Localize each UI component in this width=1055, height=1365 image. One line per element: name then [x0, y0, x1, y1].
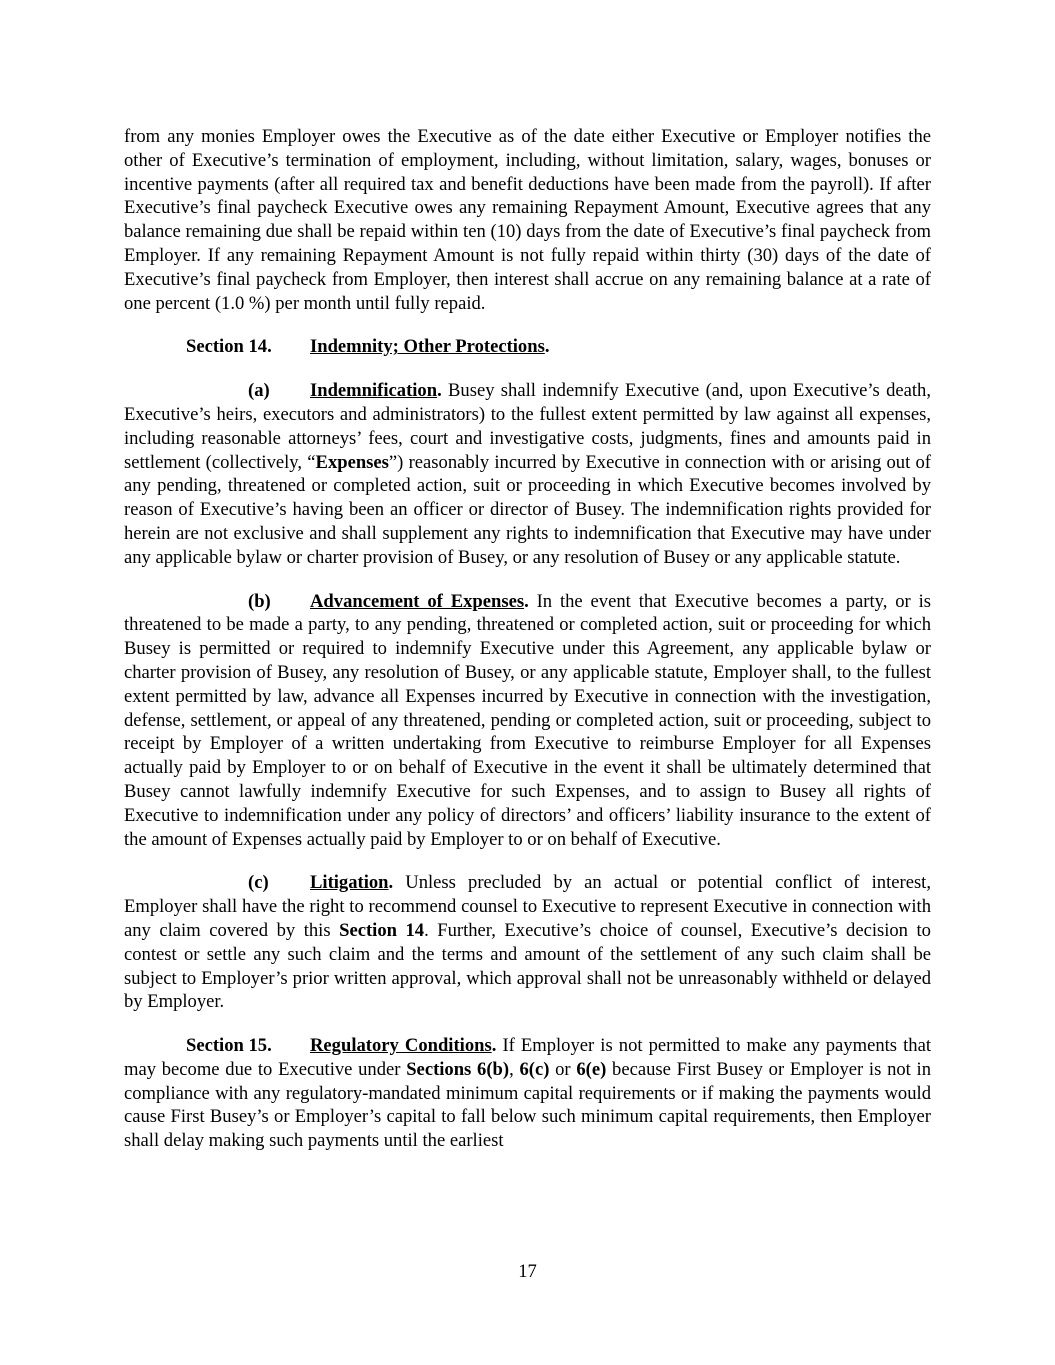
- subsection-c-title: Litigation: [310, 872, 389, 894]
- subsection-a-title: Indemnification: [310, 380, 438, 402]
- section-15-text-2: because First Busey or Employer is not in compliance with any regulatory-mandated minimum capital requirements or if making the payments would cause First Busey’s or Employer’s capital to fall below such minimum capital requirements, then Employer shall delay making such payments until the earliest: [124, 1058, 932, 1152]
- subsection-a-period: .: [437, 380, 442, 402]
- subsection-b-text: In the event that Executive becomes a party, or is threatened to be made a party, to any pending, threatened or completed action, suit or proceeding for which Busey is permitted or required to indemnify Executive under this Agreement, any applicable bylaw or charter provision of Busey, any resolution of Busey, or any applicable statute, Employer shall, to the fullest extent permitted by law, advance all Expenses incurred by Executive in connection with the investigation, defense, settlement, or appeal of any threatened, pending or completed action, suit or proceeding, subject to receipt by Employer of a written undertaking from Executive to reimburse Employer for all Expenses actually paid by Employer to or on behalf of Executive in the event it shall be ultimately determined that Busey cannot lawfully indemnify Executive for such Expenses, and to assign to Busey all rights of Executive to indemnification under any policy of directors’ and officers’ liability insurance to the extent of the amount of Expenses actually paid by Employer to or on behalf of Executive.: [124, 590, 931, 850]
- separator-2: or: [549, 1058, 577, 1080]
- section-15: [124, 1034, 931, 1153]
- expenses-defined-term: Expenses: [315, 451, 389, 473]
- subsection-a-text-2: ”) reasonably incurred by Executive in connection with or arising out of any pending, threatened or completed action, suit or proceeding in which Executive becomes involved by reason of Executive’s having been an officer or director of Busey. The indemnification rights provided for herein are not exclusive and shall supplement any rights to indemnification that Executive may have under any applicable bylaw or charter provision of Busey, or any resolution of Busey or any applicable statute.: [124, 451, 931, 568]
- section-15-title: Regulatory Conditions: [310, 1035, 492, 1057]
- section-14-reference: Section 14: [339, 919, 425, 941]
- section-6e-reference: 6(e): [576, 1058, 607, 1080]
- subsection-b-title: Advancement of Expenses: [310, 590, 525, 612]
- paragraph-continuation: from any monies Employer owes the Executive as of the date either Executive or Employer notifies the other of Executive’s termination of employment, including, without limitation, salary, wages, bonuses or incentive payments (after all required tax and benefit deductions have been made from the payroll). If after Executive’s final paycheck Executive owes any remaining Repayment Amount, Executive agrees that any balance remaining due shall be repaid within ten (10) days from the date of Executive’s final paycheck from Employer. If any remaining Repayment Amount is not fully repaid within thirty (30) days of the date of Executive’s final paycheck from Employer, then interest shall accrue on any remaining balance at a rate of one percent (1.0 %) per month until fully repaid.: [124, 126, 931, 314]
- subsection-c: [124, 871, 931, 1014]
- subsection-b: [124, 590, 931, 852]
- section-6c-reference: 6(c): [519, 1058, 550, 1080]
- section-14-number: Section 14.: [186, 336, 272, 358]
- subsection-c-label: (c): [248, 872, 269, 894]
- section-15-period: .: [491, 1035, 497, 1057]
- section-6b-reference: Sections 6(b): [406, 1058, 510, 1080]
- subsection-b-label: (b): [248, 590, 271, 612]
- subsection-a: [124, 379, 931, 569]
- section-14-heading: [124, 335, 931, 359]
- subsection-c-period: .: [388, 872, 394, 894]
- separator-1: ,: [509, 1058, 520, 1080]
- subsection-c-text-2: . Further, Executive’s choice of counsel, Executive’s decision to contest or settle any such claim and the terms and amount of the settlement of any such claim shall be subject to Employer’s prior written approval, which approval shall not be unreasonably withheld or delayed by Employer.: [124, 919, 931, 1013]
- section-15-text-1: If Employer is not permitted to make any payments that may become due to Executive under: [124, 1035, 931, 1080]
- section-14-title: Indemnity; Other Protections: [310, 336, 545, 358]
- subsection-b-period: .: [524, 590, 529, 612]
- subsection-c-text-1: Unless precluded by an actual or potential conflict of interest, Employer shall have the right to recommend counsel to Executive to represent Executive in connection with any claim covered by this: [124, 872, 931, 941]
- section-15-number: Section 15.: [186, 1035, 272, 1057]
- subsection-a-label: (a): [248, 380, 270, 402]
- page-number: 17: [518, 1261, 537, 1282]
- section-14-period: .: [544, 336, 550, 358]
- subsection-a-text-1: Busey shall indemnify Executive (and, upon Executive’s death, Executive’s heirs, executors and administrators) to the fullest extent permitted by law against all expenses, including reasonable attorneys’ fees, court and investigative costs, judgments, fines and amounts paid in settlement (collectively, “: [124, 380, 931, 473]
- document-page: [124, 125, 931, 1173]
